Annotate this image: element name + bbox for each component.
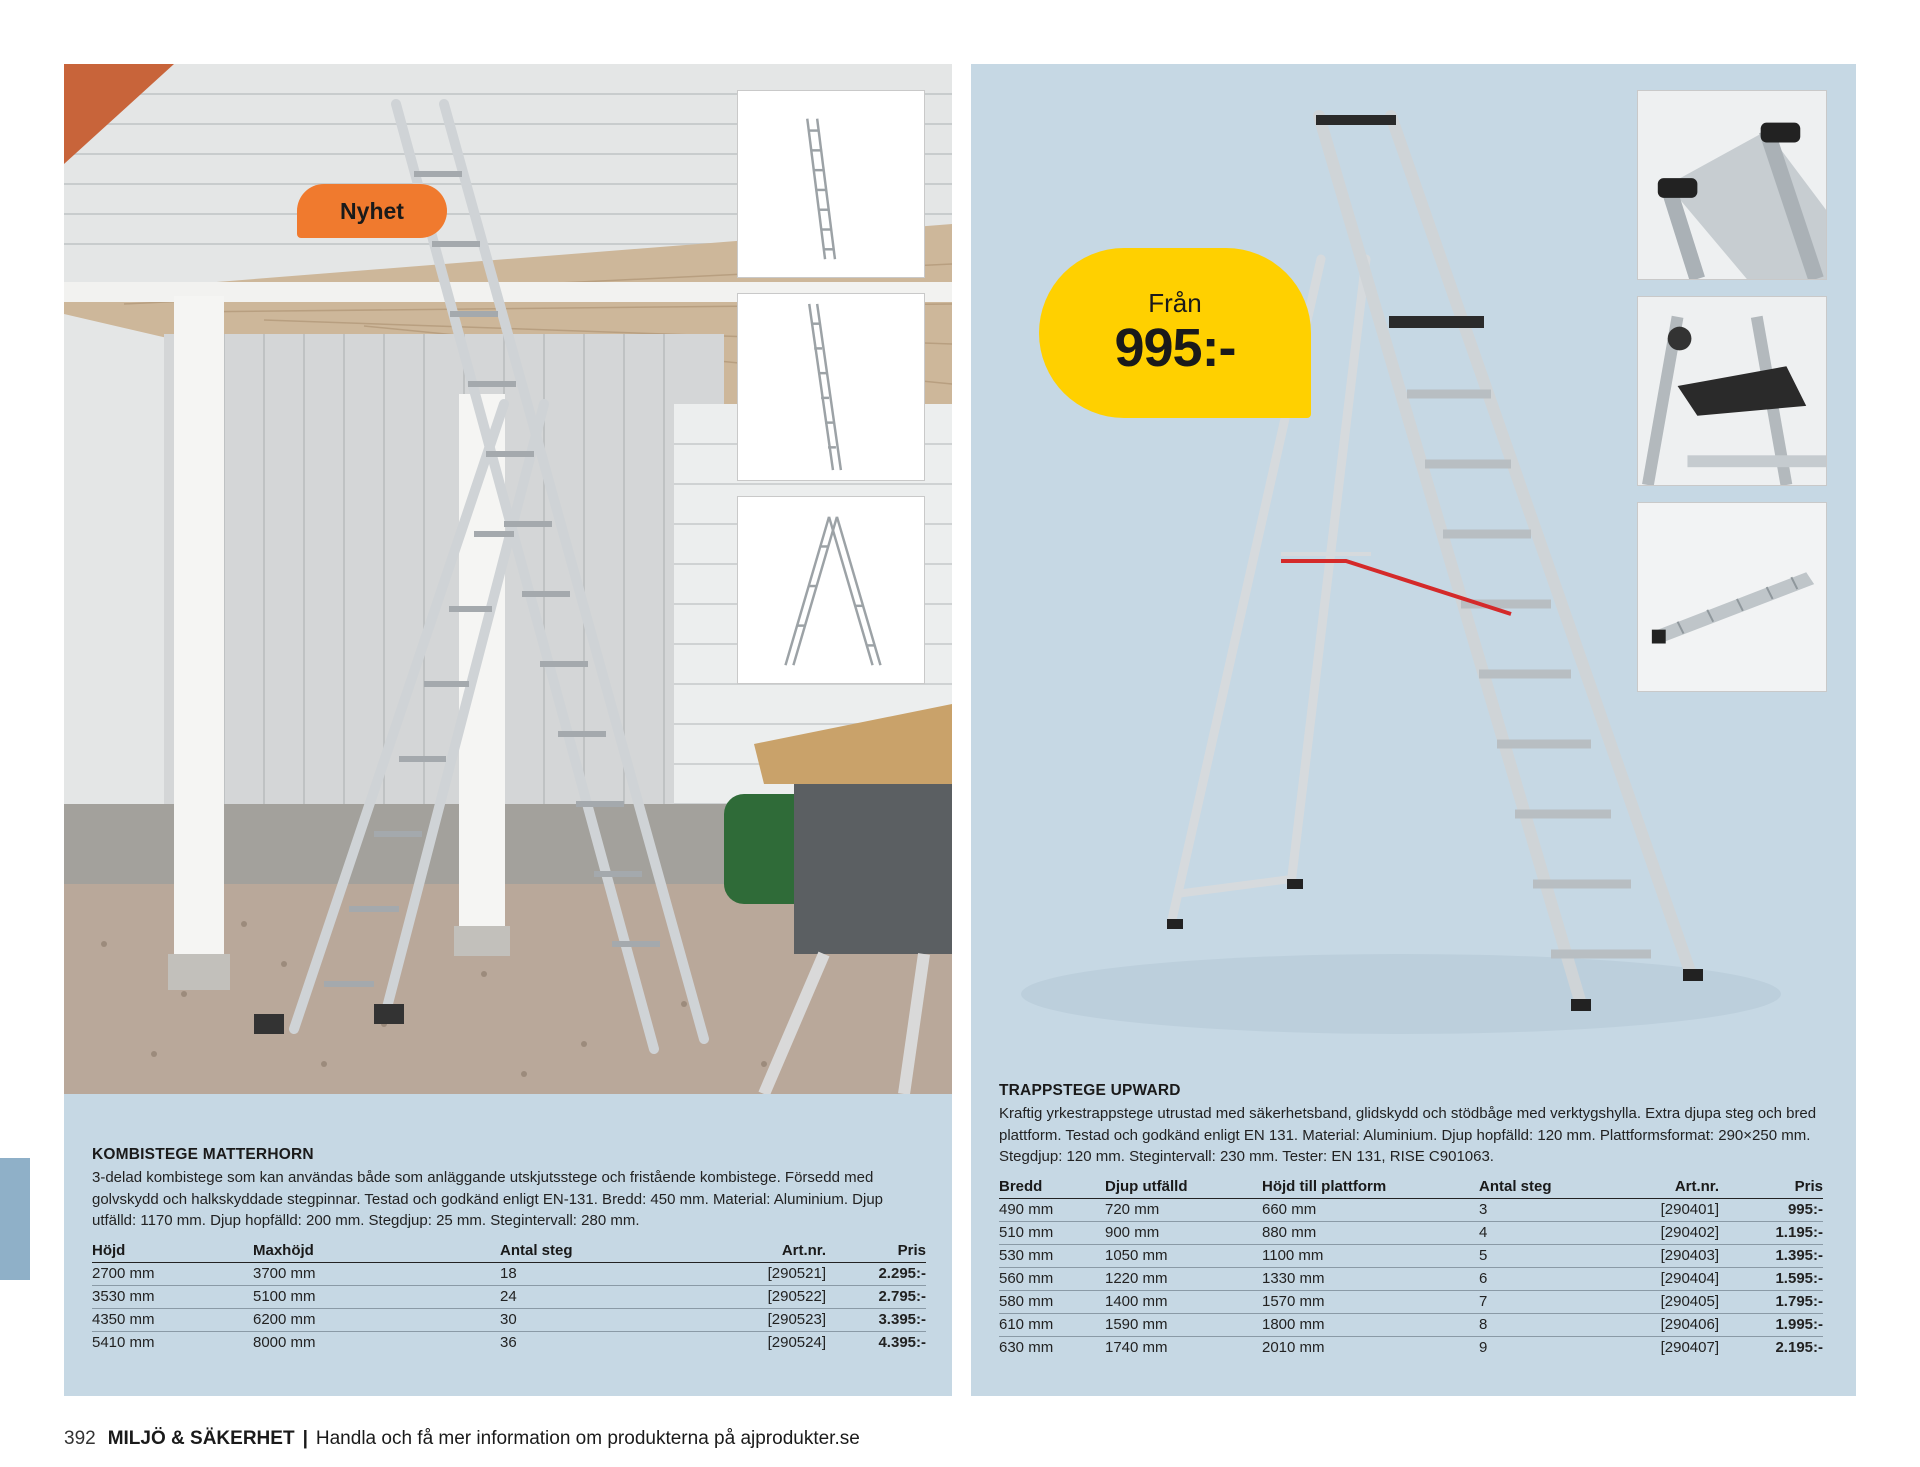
footer-section-name: MILJÖ & SÄKERHET (107, 1428, 295, 1449)
ladder-top-detail-image (1638, 91, 1826, 279)
section-side-tab (0, 1158, 30, 1280)
cell-max-height: 3700 mm (253, 1262, 500, 1285)
cell-width: 560 mm (999, 1267, 1105, 1290)
cell-max-height: 5100 mm (253, 1285, 500, 1308)
footer-separator: | (302, 1428, 308, 1449)
cell-platform-height: 1330 mm (1262, 1267, 1479, 1290)
cell-article-number: [290401] (1614, 1198, 1719, 1221)
cell-article-number: [290402] (1614, 1221, 1719, 1244)
upward-title: TRAPPSTEGE UPWARD (999, 1082, 1181, 1099)
cell-depth: 1050 mm (1105, 1244, 1262, 1267)
table-row (92, 1308, 926, 1331)
column-header: Höjd till plattform (1262, 1176, 1479, 1199)
cell-steps: 5 (1479, 1244, 1614, 1267)
cell-article-number: [290406] (1614, 1313, 1719, 1336)
cell-steps: 36 (500, 1334, 517, 1352)
cell-steps: 30 (500, 1308, 706, 1331)
cell-steps: 8 (1479, 1313, 1614, 1336)
column-header: Art.nr. (1614, 1176, 1719, 1199)
thumbnail-folded[interactable] (1637, 502, 1827, 692)
upward-description: Kraftig yrkestrappstege utrustad med säkerhetsband, glidskydd och stödbåge med verktygshylla. Extra djupa steg och bred plattform. Testad och godkänd enligt EN 131. Material: Aluminium. Djup hopfälld: 120 mm. Plattformsformat: 290×250 mm. Stegdjup: 120 mm. Stegintervall: 230 mm. Tester: EN 131, RISE C901063. (999, 1105, 1817, 1165)
cell-article-number: [290523] (706, 1308, 826, 1331)
cell-max-height: 8000 mm (253, 1334, 316, 1352)
column-header: Bredd (999, 1176, 1105, 1199)
cell-height: 4350 mm (92, 1308, 253, 1331)
table-row (92, 1285, 926, 1308)
table-row (999, 1313, 1823, 1336)
matterhorn-title: KOMBISTEGE MATTERHORN (92, 1146, 314, 1163)
thumbnail-combination-ladder[interactable] (737, 496, 925, 684)
matterhorn-product-info (92, 1146, 926, 1354)
cell-platform-height: 1800 mm (1262, 1313, 1479, 1336)
cell-depth: 720 mm (1105, 1198, 1262, 1221)
cell-width: 530 mm (999, 1244, 1105, 1267)
cell-width: 580 mm (999, 1290, 1105, 1313)
cell-price: 1.595:- (1719, 1267, 1823, 1290)
column-header: Art.nr. (706, 1240, 826, 1263)
matterhorn-spec-table (92, 1240, 926, 1355)
thumbnail-platform[interactable] (1637, 296, 1827, 486)
table-row (999, 1267, 1823, 1290)
column-header: Höjd (92, 1240, 253, 1263)
cell-article-number: [290522] (706, 1285, 826, 1308)
cell-price: 1.995:- (1719, 1313, 1823, 1336)
product-panel-matterhorn (64, 64, 952, 1396)
cell-platform-height: 2010 mm (1262, 1339, 1325, 1357)
column-header: Maxhöjd (253, 1240, 500, 1263)
cell-price: 2.195:- (1775, 1339, 1823, 1357)
cell-steps: 18 (500, 1262, 706, 1285)
table-row (999, 1221, 1823, 1244)
cell-article-number: [290405] (1614, 1290, 1719, 1313)
table-header-row (999, 1176, 1823, 1199)
cell-width: 610 mm (999, 1313, 1105, 1336)
table-row (999, 1244, 1823, 1267)
matterhorn-description: 3-delad kombistege som kan användas både som anläggande utskjutsstege och fristående kombistege. Försedd med golvskydd och halkskyddade stegpinnar. Testad och godkänd enligt EN-131. Bredd: 450 mm. Material: Aluminium. Djup utfälld: 1170 mm. Djup hopfälld: 200 mm. Stegdjup: 25 mm. Stegintervall: 280 mm. (92, 1169, 884, 1229)
cell-price: 1.195:- (1719, 1221, 1823, 1244)
cell-article-number: [290403] (1614, 1244, 1719, 1267)
cell-steps: 7 (1479, 1290, 1614, 1313)
price-from-label: Från (1148, 287, 1202, 318)
cell-height: 3530 mm (92, 1285, 253, 1308)
cell-width: 510 mm (999, 1221, 1105, 1244)
cell-depth: 1740 mm (1105, 1339, 1168, 1357)
column-header: Antal steg (1479, 1176, 1614, 1199)
matterhorn-product-photo (64, 64, 952, 1094)
cell-height: 2700 mm (92, 1262, 253, 1285)
table-row (999, 1336, 1823, 1359)
cell-price: 1.395:- (1719, 1244, 1823, 1267)
upward-product-photo (971, 64, 1856, 1064)
cell-steps: 4 (1479, 1221, 1614, 1244)
cell-height: 5410 mm (92, 1334, 155, 1352)
cell-steps: 24 (500, 1285, 706, 1308)
table-row (92, 1331, 926, 1354)
cell-steps: 9 (1479, 1339, 1488, 1357)
price-bubble (1039, 248, 1311, 418)
cell-article-number: [290404] (1614, 1267, 1719, 1290)
thumbnail-ladder-top[interactable] (1637, 90, 1827, 280)
cell-platform-height: 1100 mm (1262, 1244, 1479, 1267)
cell-depth: 900 mm (1105, 1221, 1262, 1244)
cell-depth: 1590 mm (1105, 1313, 1262, 1336)
platform-detail-image (1638, 297, 1826, 485)
price-amount: 995:- (1114, 317, 1236, 378)
cell-depth: 1400 mm (1105, 1290, 1262, 1313)
cell-width: 630 mm (999, 1339, 1054, 1357)
cell-article-number: [290524] (767, 1334, 826, 1352)
column-header: Pris (826, 1240, 926, 1263)
long-ladder-thumbnail-image (738, 294, 924, 480)
cell-price: 1.795:- (1719, 1290, 1823, 1313)
cell-width: 490 mm (999, 1198, 1105, 1221)
column-header: Pris (1719, 1176, 1823, 1199)
cell-platform-height: 880 mm (1262, 1221, 1479, 1244)
page-footer (64, 1428, 860, 1450)
cell-max-height: 6200 mm (253, 1308, 500, 1331)
cell-article-number: [290521] (706, 1262, 826, 1285)
page-number: 392 (64, 1428, 96, 1449)
table-row (92, 1262, 926, 1285)
new-badge: Nyhet (297, 184, 447, 238)
column-header: Antal steg (500, 1240, 706, 1263)
cell-price: 2.795:- (826, 1285, 926, 1308)
table-row (999, 1198, 1823, 1221)
column-header: Djup utfälld (1105, 1176, 1262, 1199)
combination-ladder-thumbnail-image (738, 497, 924, 683)
extension-ladder-thumbnail-image (738, 91, 924, 277)
cell-platform-height: 660 mm (1262, 1198, 1479, 1221)
folded-ladder-image (1638, 503, 1826, 691)
cell-article-number: [290407] (1660, 1339, 1719, 1357)
cell-steps: 3 (1479, 1198, 1614, 1221)
table-header-row (92, 1240, 926, 1263)
table-row (999, 1290, 1823, 1313)
cell-platform-height: 1570 mm (1262, 1290, 1479, 1313)
cell-price: 3.395:- (826, 1308, 926, 1331)
footer-link-text[interactable]: Handla och få mer information om produkterna på ajprodukter.se (315, 1428, 860, 1449)
cell-price: 2.295:- (826, 1262, 926, 1285)
cell-price: 995:- (1719, 1198, 1823, 1221)
thumbnail-extension-ladder[interactable] (737, 90, 925, 278)
upward-product-info (999, 1082, 1823, 1359)
cell-price: 4.395:- (878, 1334, 926, 1352)
product-panel-upward (971, 64, 1856, 1396)
thumbnail-long-ladder[interactable] (737, 293, 925, 481)
cell-steps: 6 (1479, 1267, 1614, 1290)
cell-depth: 1220 mm (1105, 1267, 1262, 1290)
upward-spec-table (999, 1176, 1823, 1360)
